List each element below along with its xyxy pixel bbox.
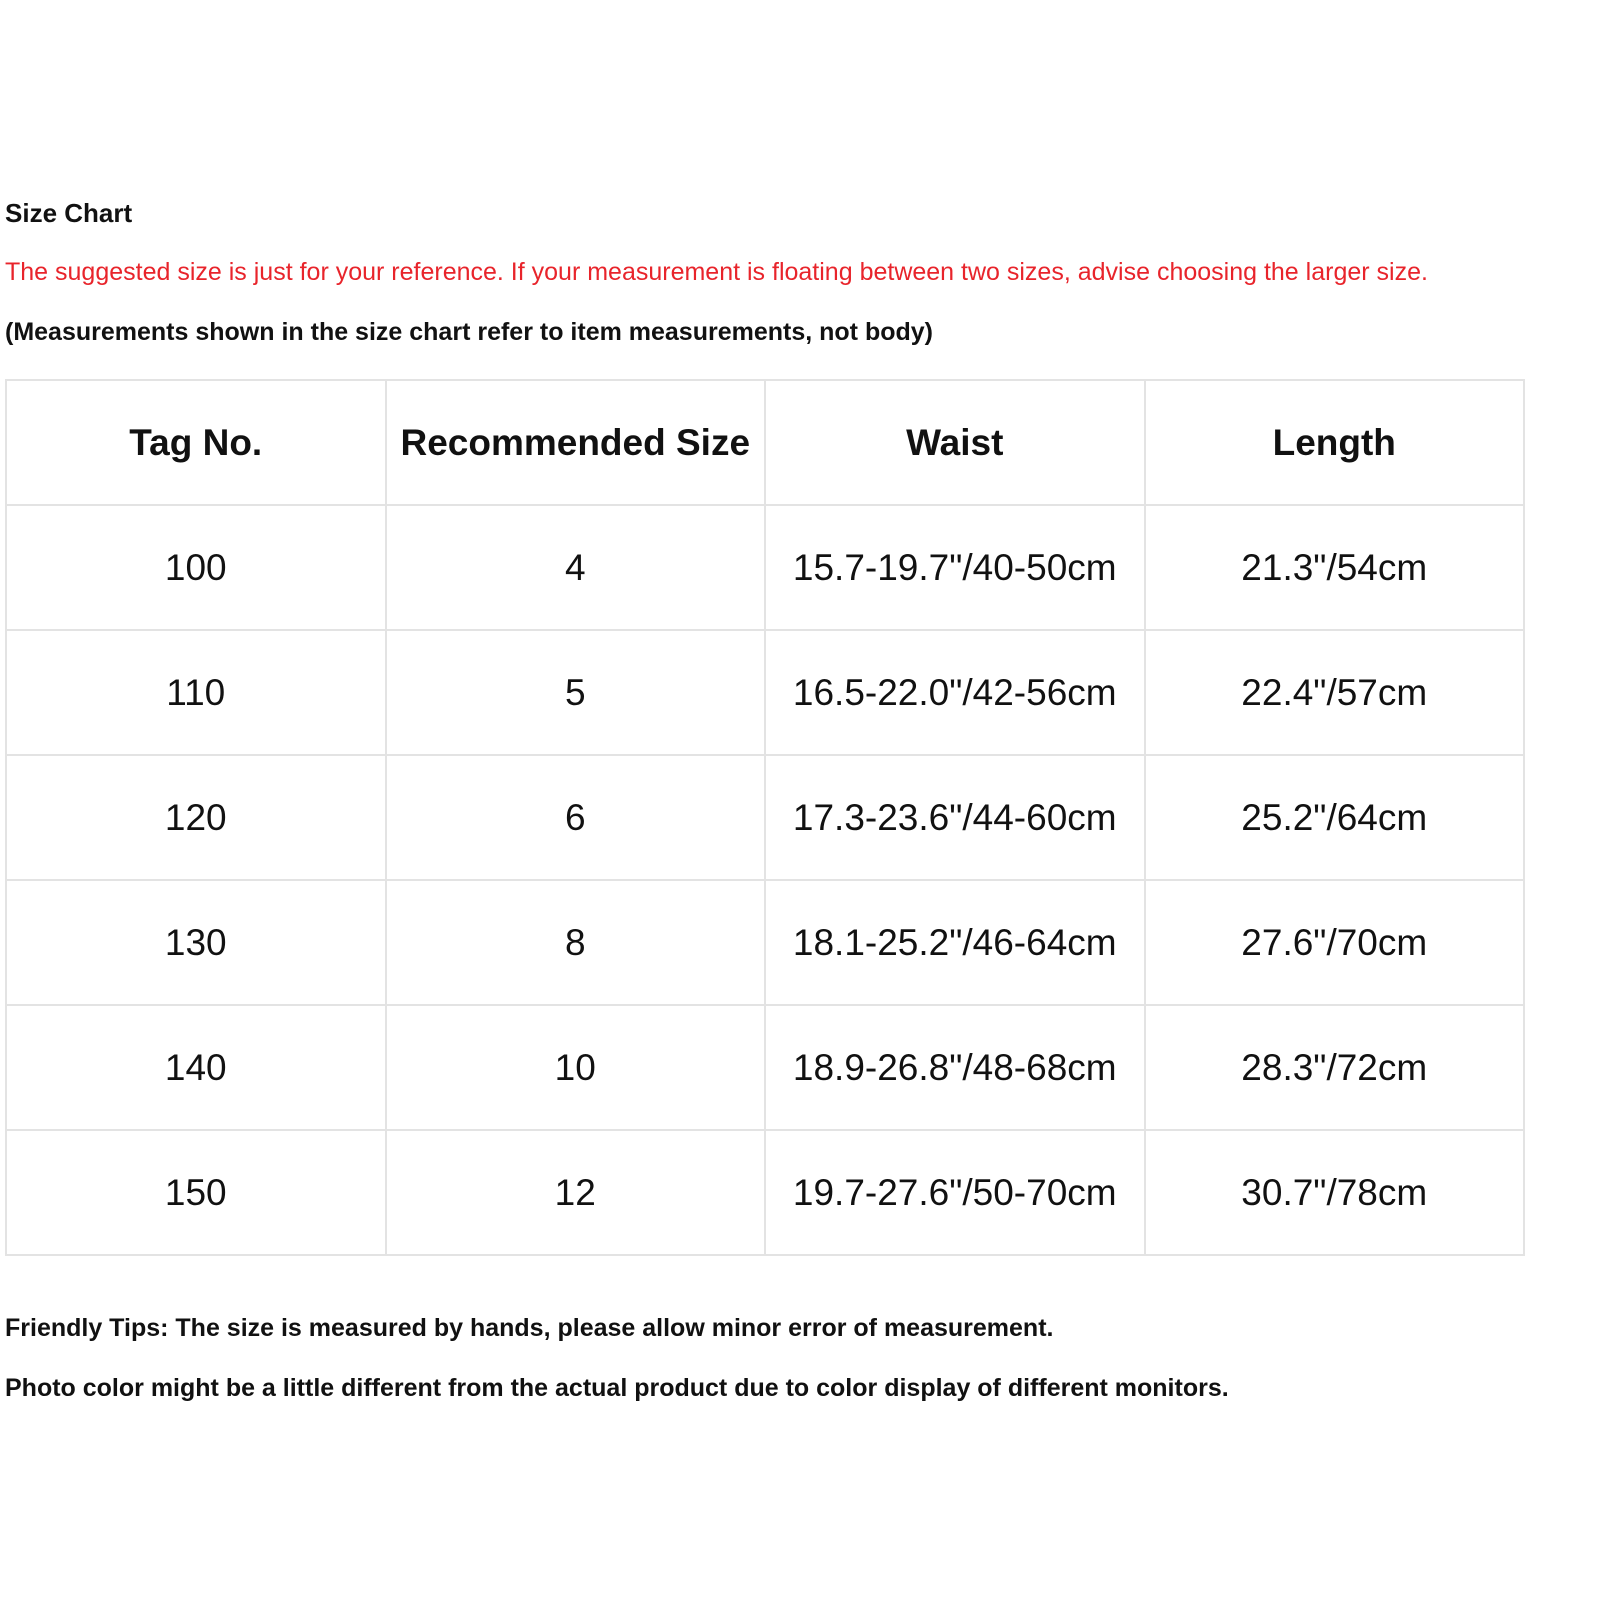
cell-recommended-size: 4	[386, 505, 766, 630]
cell-waist: 18.9-26.8"/48-68cm	[765, 1005, 1145, 1130]
page-title: Size Chart	[5, 198, 133, 228]
cell-tag-no: 120	[6, 755, 386, 880]
table-row	[6, 1005, 1524, 1130]
cell-length: 21.3"/54cm	[1145, 505, 1525, 630]
table-header-row	[6, 380, 1524, 505]
cell-length: 22.4"/57cm	[1145, 630, 1525, 755]
cell-tag-no: 140	[6, 1005, 386, 1130]
table-row	[6, 880, 1524, 1005]
cell-tag-no: 130	[6, 880, 386, 1005]
size-table	[5, 379, 1525, 1256]
cell-recommended-size: 5	[386, 630, 766, 755]
cell-length: 25.2"/64cm	[1145, 755, 1525, 880]
size-reference-notice: The suggested size is just for your reference. If your measurement is floating between two sizes, advise choosing the larger size.	[5, 258, 1428, 286]
measurement-note: (Measurements shown in the size chart refer to item measurements, not body)	[5, 318, 933, 346]
cell-recommended-size: 6	[386, 755, 766, 880]
header-length: Length	[1145, 380, 1525, 505]
header-recommended-size: Recommended Size	[386, 380, 766, 505]
friendly-tips: Friendly Tips: The size is measured by hands, please allow minor error of measurement.	[5, 1314, 1054, 1342]
cell-recommended-size: 8	[386, 880, 766, 1005]
table-row	[6, 505, 1524, 630]
table-row	[6, 630, 1524, 755]
cell-tag-no: 110	[6, 630, 386, 755]
header-waist: Waist	[765, 380, 1145, 505]
table-row	[6, 1130, 1524, 1255]
cell-waist: 19.7-27.6"/50-70cm	[765, 1130, 1145, 1255]
cell-tag-no: 150	[6, 1130, 386, 1255]
cell-waist: 15.7-19.7"/40-50cm	[765, 505, 1145, 630]
cell-length: 27.6"/70cm	[1145, 880, 1525, 1005]
cell-length: 30.7"/78cm	[1145, 1130, 1525, 1255]
cell-waist: 16.5-22.0"/42-56cm	[765, 630, 1145, 755]
cell-waist: 18.1-25.2"/46-64cm	[765, 880, 1145, 1005]
header-tag-no: Tag No.	[6, 380, 386, 505]
cell-waist: 17.3-23.6"/44-60cm	[765, 755, 1145, 880]
cell-tag-no: 100	[6, 505, 386, 630]
table-row	[6, 755, 1524, 880]
cell-length: 28.3"/72cm	[1145, 1005, 1525, 1130]
photo-color-note: Photo color might be a little different from the actual product due to color display of different monitors.	[5, 1374, 1229, 1402]
cell-recommended-size: 10	[386, 1005, 766, 1130]
cell-recommended-size: 12	[386, 1130, 766, 1255]
